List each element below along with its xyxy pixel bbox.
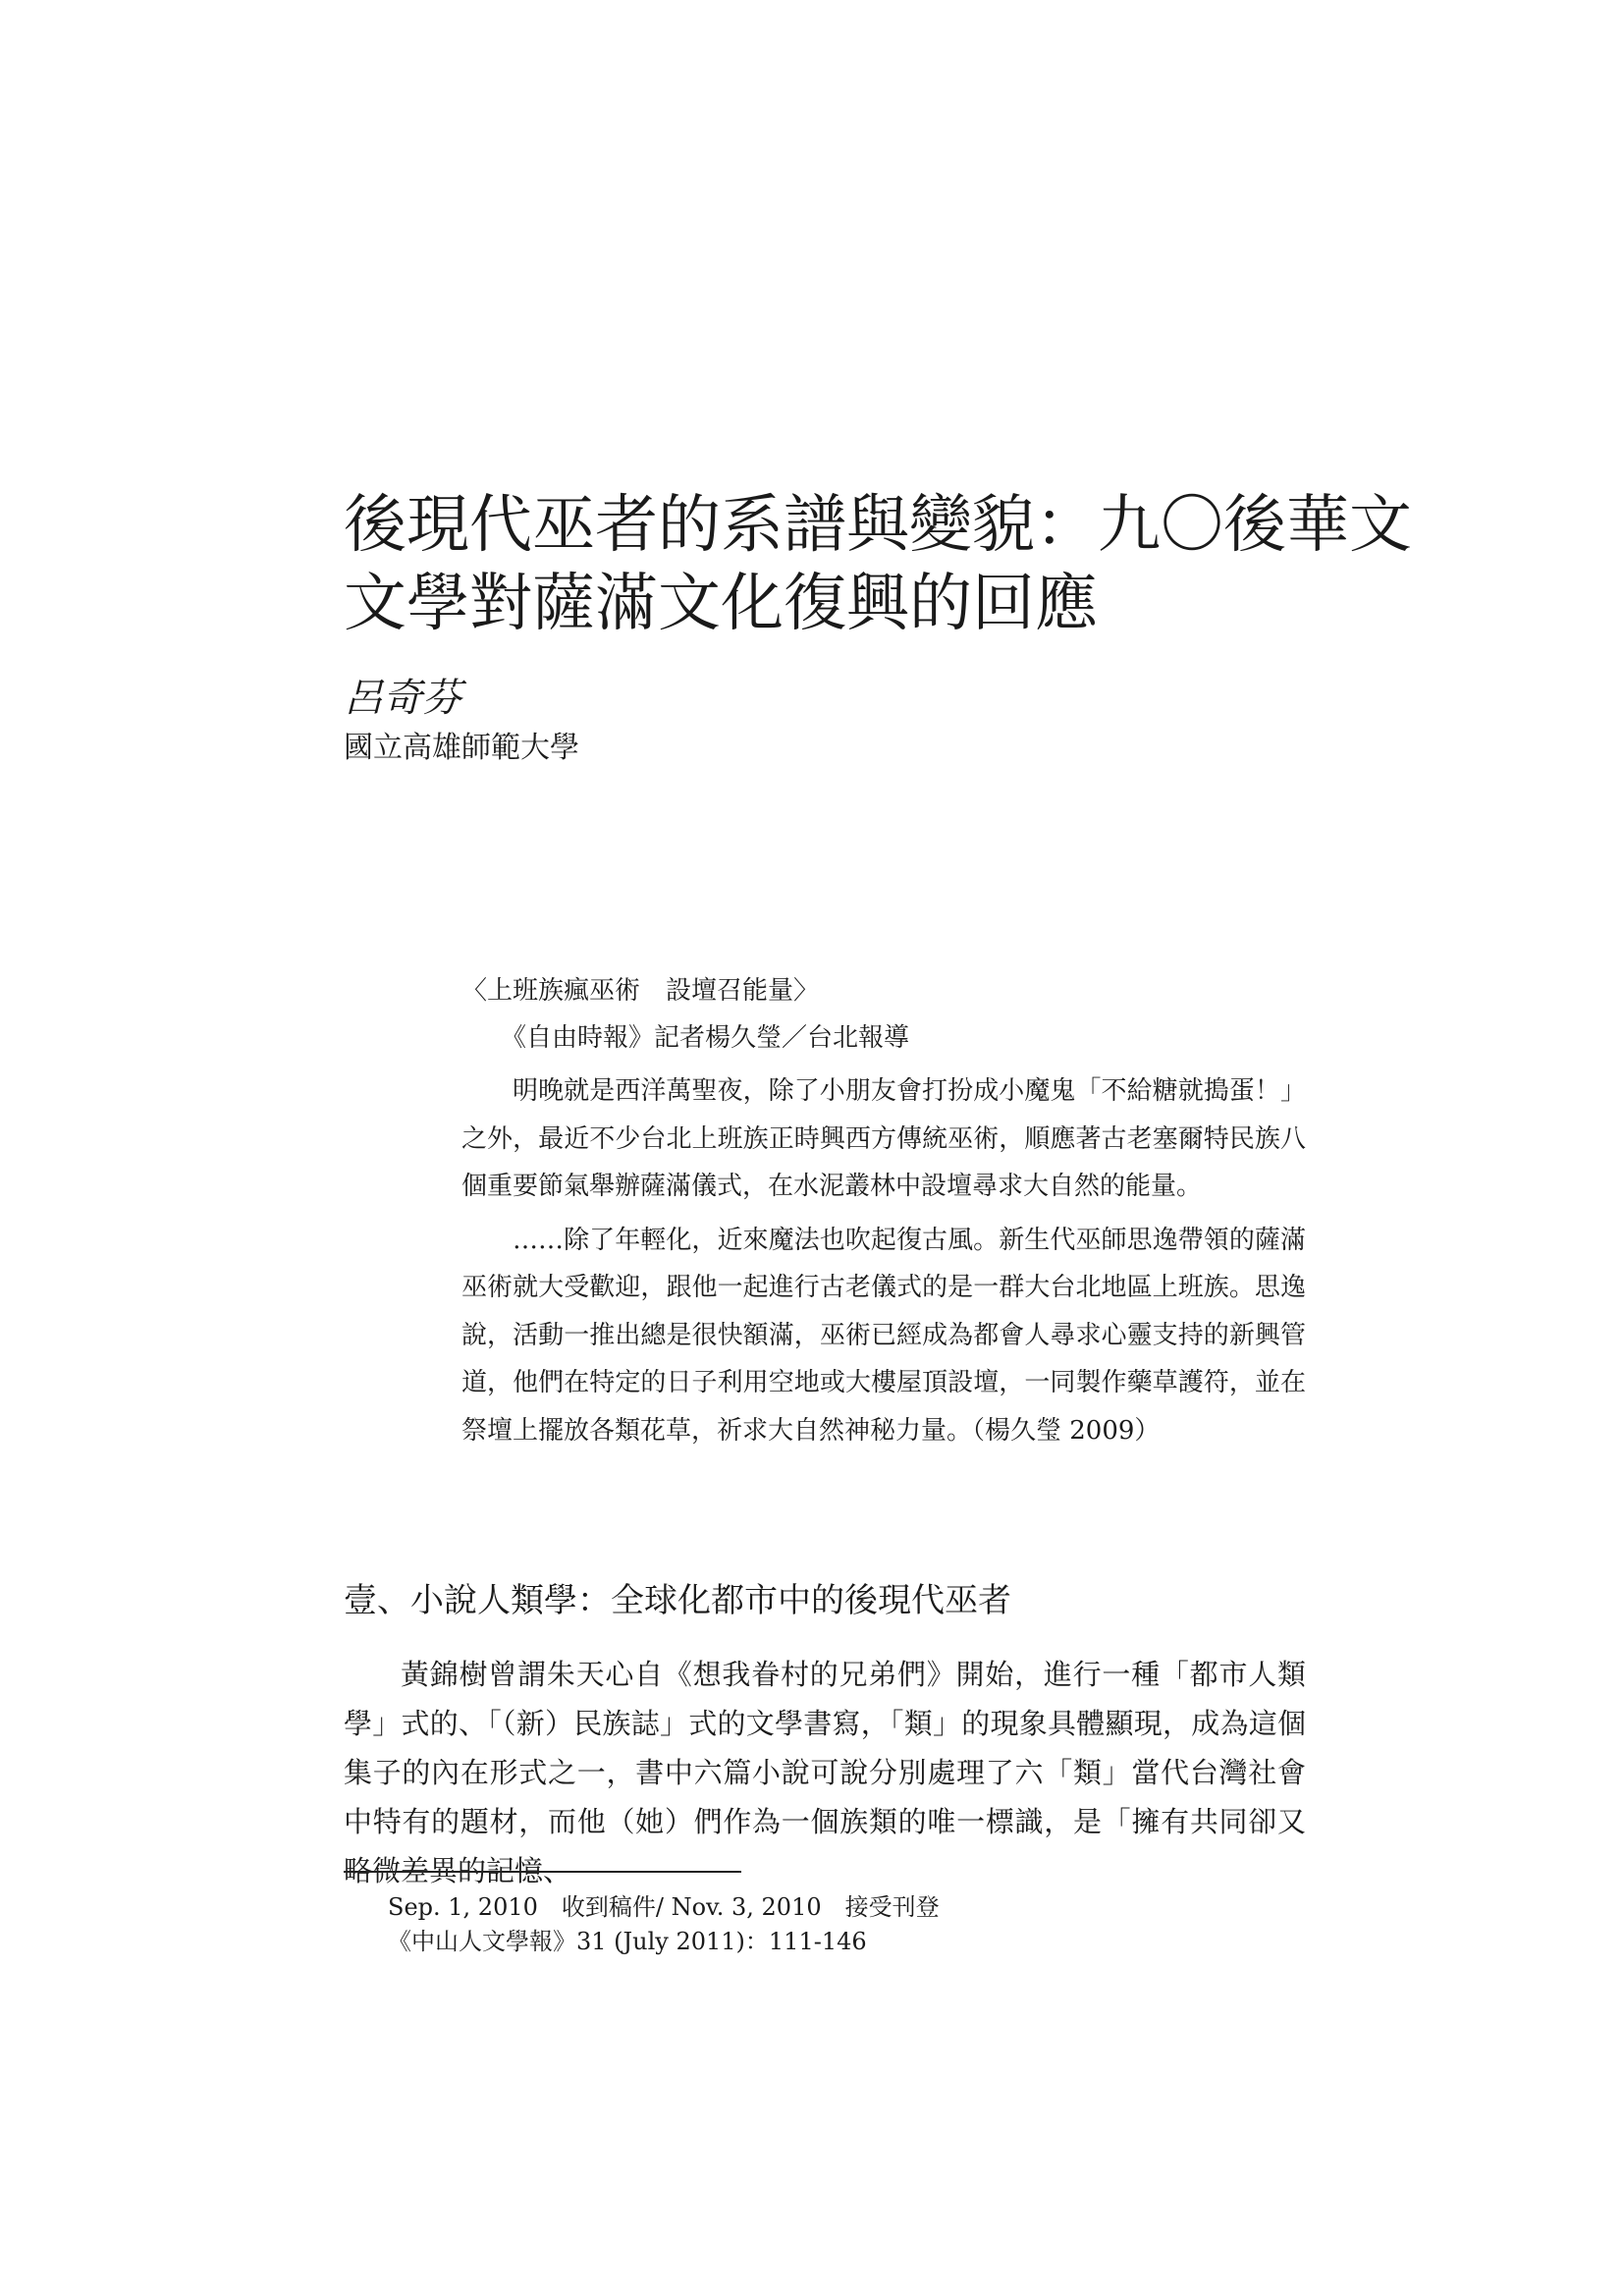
footnote-received: Sep. 1, 2010 收到稿件/ Nov. 3, 2010 接受刊登 xyxy=(388,1893,940,1921)
paper-title-line-1: 後現代巫者的系譜與變貌：九〇後華文 xyxy=(344,489,1412,562)
quote-paragraph-1: 明晚就是西洋萬聖夜，除了小朋友會打扮成小魔鬼「不給糖就搗蛋！」之外，最近不少台北上班族正時興西方傳統巫術，順應著古老塞爾特民族八個重要節氣舉辦薩滿儀式，在水泥叢林中設壇尋求大自然的能量。 xyxy=(461,1076,1306,1201)
epigraph-quote xyxy=(461,967,1306,1454)
section-heading: 壹、小說人類學：全球化都市中的後現代巫者 xyxy=(344,1581,1011,1620)
author-affiliation: 國立高雄師範大學 xyxy=(344,731,579,765)
footnote-journal: 《中山人文學報》31 (July 2011)：111-146 xyxy=(388,1928,867,1955)
paper-title-line-2: 文學對薩滿文化復興的回應 xyxy=(344,568,1098,640)
author-name: 呂奇芬 xyxy=(344,676,461,721)
footnote-divider xyxy=(344,1871,741,1873)
quote-source: 《自由時報》記者楊久瑩／台北報導 xyxy=(501,1023,910,1053)
body-text xyxy=(344,1650,1306,1895)
paper-title xyxy=(344,486,1412,643)
body-paragraph: 黃錦樹曾謂朱天心自《想我眷村的兄弟們》開始，進行一種「都市人類學」式的、「（新）民族誌」式的文學書寫，「類」的現象具體顯現，成為這個集子的內在形式之一，書中六篇小說可說分別處理了六「類」當代台灣社會中特有的題材，而他（她）們作為一個族類的唯一標識，是「擁有共同卻又略微差異的記憶、 xyxy=(344,1658,1306,1887)
quote-body xyxy=(461,1067,1306,1454)
quote-headline: 〈上班族瘋巫術 設壇召能量〉 xyxy=(461,976,820,1006)
quote-paragraph-2: ……除了年輕化，近來魔法也吹起復古風。新生代巫師思逸帶領的薩滿巫術就大受歡迎，跟他一起進行古老儀式的是一群大台北地區上班族。思逸說，活動一推出總是很快額滿，巫術已經成為都會人尋求心靈支持的新興管道，他們在特定的日子利用空地或大樓屋頂設壇，一同製作藥草護符，並在祭壇上擺放各類花草，祈求大自然神秘力量。（楊久瑩 2009） xyxy=(461,1225,1306,1446)
